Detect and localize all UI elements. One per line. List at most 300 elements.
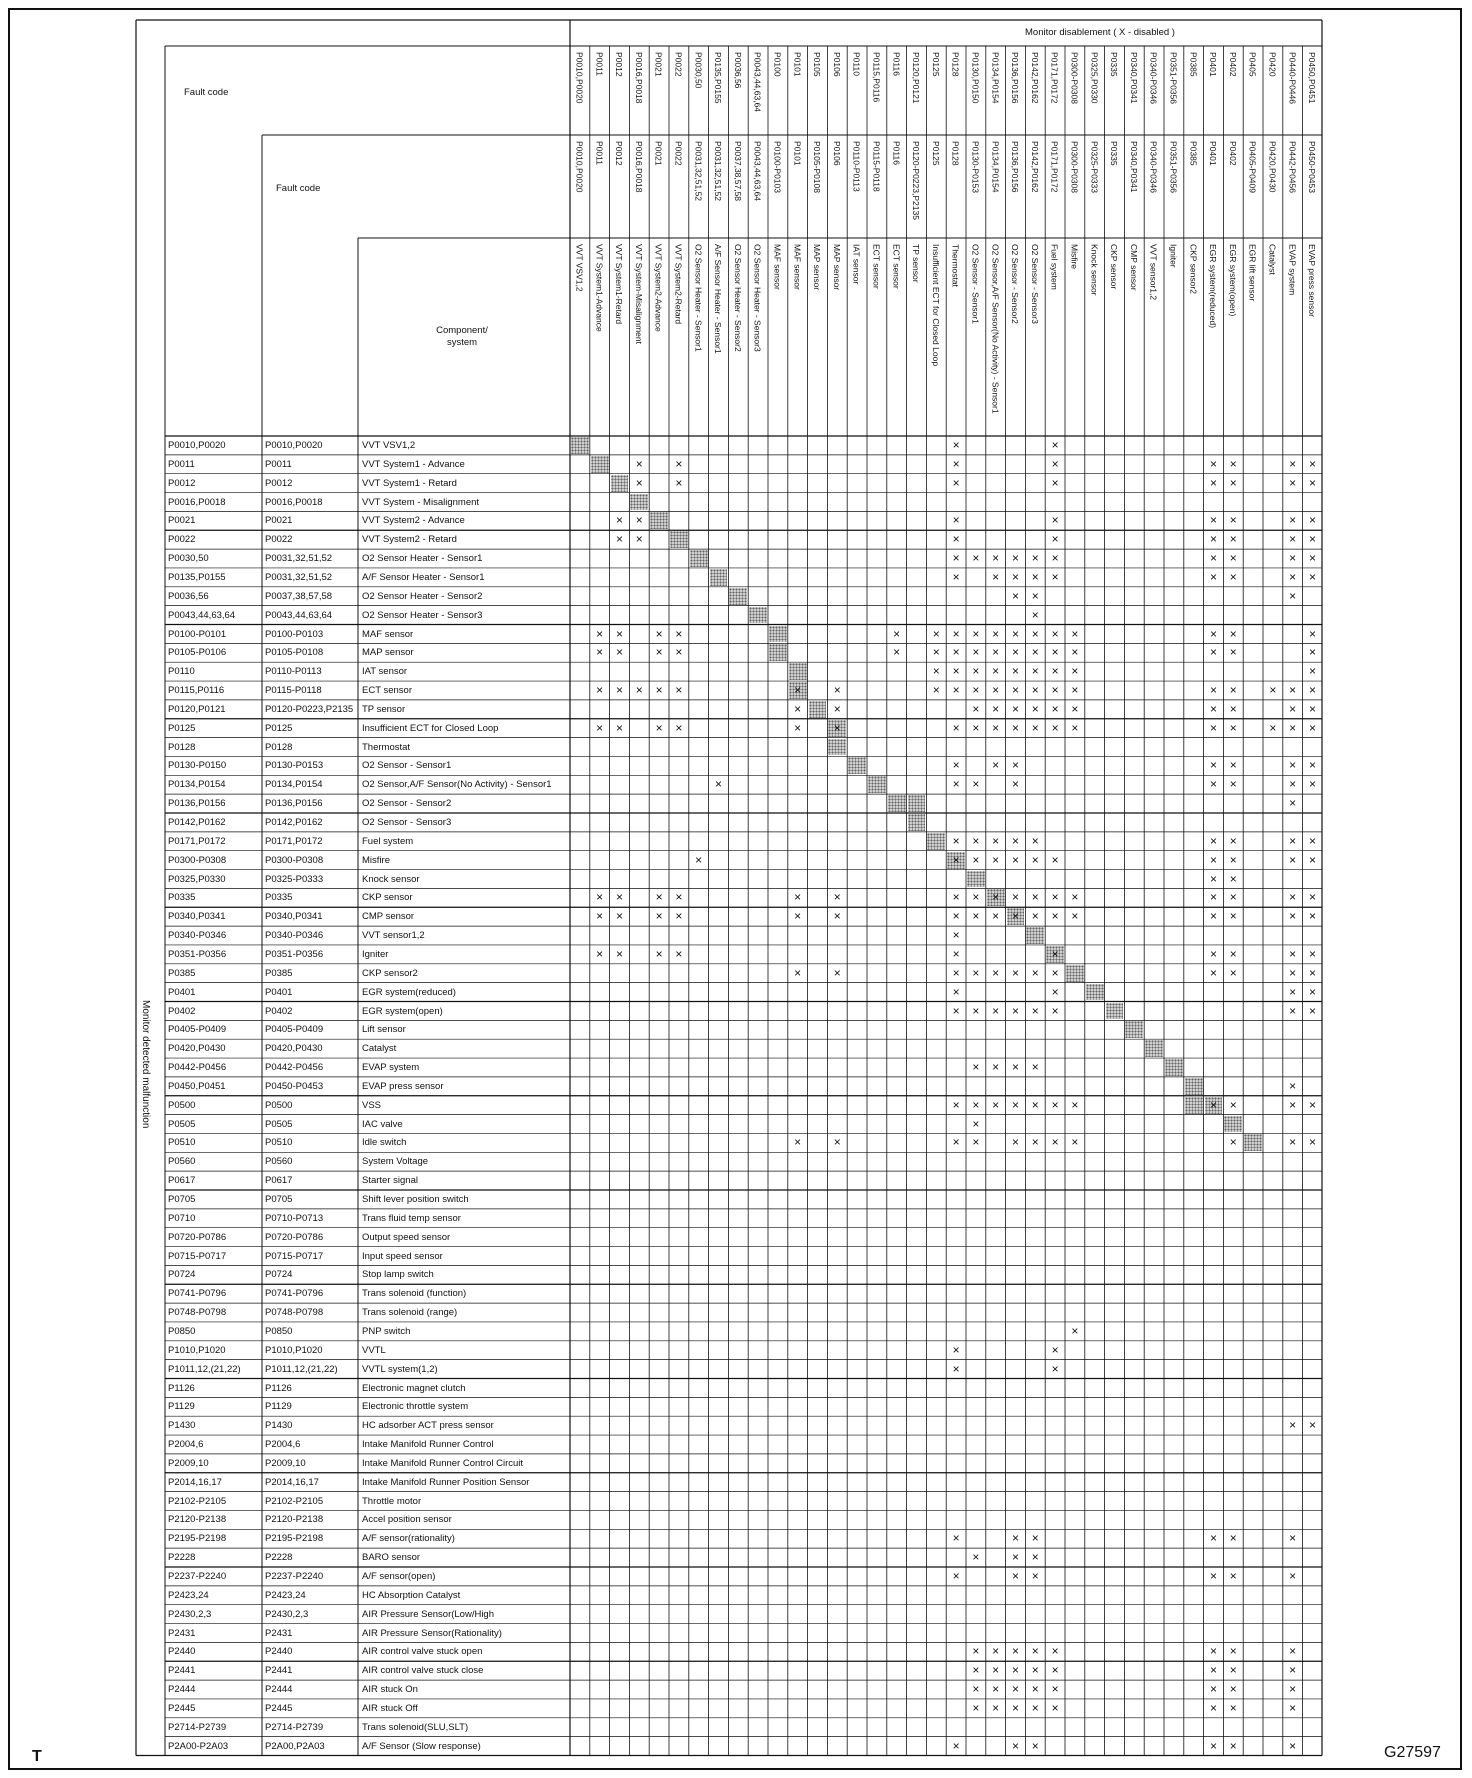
disabled-mark: ×: [1011, 1700, 1019, 1715]
row-code-2: P2014,16,17: [265, 1476, 319, 1488]
disabled-mark: ×: [992, 701, 1000, 716]
row-component: VSS: [362, 1099, 382, 1111]
column-code-2: P0125: [930, 141, 941, 166]
row-component: HC Absorption Catalyst: [362, 1589, 461, 1601]
disabled-mark: ×: [1229, 1700, 1237, 1715]
column-component: Catalyst: [1267, 244, 1278, 275]
disabled-mark: ×: [1289, 683, 1297, 698]
disabled-mark: ×: [1308, 701, 1316, 716]
disabled-mark: ×: [972, 1700, 980, 1715]
disabled-mark: ×: [1011, 701, 1019, 716]
diagonal-cell: [710, 569, 728, 586]
disabled-mark: ×: [972, 965, 980, 980]
disabled-mark: ×: [992, 1060, 1000, 1075]
disabled-mark: ×: [1229, 833, 1237, 848]
disabled-mark: ×: [1209, 683, 1217, 698]
column-component: O2 Sensor Heater - Sensor2: [732, 244, 743, 352]
disabled-mark: ×: [1209, 852, 1217, 867]
disabled-mark: ×: [1051, 701, 1059, 716]
column-component: Insufficient ECT for Closed Loop: [930, 244, 941, 367]
disabled-mark: ×: [794, 909, 802, 924]
column-code-1: P0120,P0121: [911, 52, 922, 104]
disabled-mark: ×: [1229, 758, 1237, 773]
disabled-mark: ×: [1011, 1738, 1019, 1753]
row-component: TP sensor: [362, 703, 406, 715]
disabled-mark: ×: [596, 946, 604, 961]
disabled-mark: ×: [1011, 777, 1019, 792]
disabled-mark: ×: [1051, 664, 1059, 679]
row-component: Intake Manifold Runner Position Sensor: [362, 1476, 530, 1488]
disabled-mark: ×: [615, 626, 623, 641]
disabled-mark: ×: [1011, 965, 1019, 980]
row-code-1: P2423,24: [168, 1589, 209, 1601]
disabled-mark: ×: [1011, 1550, 1019, 1565]
disabled-mark: ×: [1289, 456, 1297, 471]
row-code-2: P0105-P0108: [265, 647, 324, 659]
diagonal-cell: [888, 795, 906, 812]
column-code-2: P0110-P0113: [851, 141, 862, 192]
disabled-mark: ×: [992, 1003, 1000, 1018]
disabled-mark: ×: [1308, 551, 1316, 566]
disabled-mark: ×: [1051, 1361, 1059, 1376]
row-code-1: P1126: [168, 1382, 195, 1394]
disabled-mark: ×: [952, 890, 960, 905]
disabled-mark: ×: [1209, 645, 1217, 660]
table-title: Monitor disablement ( X - disabled ): [1025, 27, 1175, 38]
row-code-2: P0710-P0713: [265, 1212, 324, 1224]
column-code-1: P0135,P0155: [713, 52, 724, 104]
diagonal-cell: [611, 475, 629, 492]
disabled-mark: ×: [932, 645, 940, 660]
row-code-1: P1011,12,(21,22): [168, 1363, 241, 1375]
disabled-mark: ×: [972, 683, 980, 698]
column-code-1: P0142,P0162: [1029, 52, 1040, 104]
disabled-mark: ×: [1289, 720, 1297, 735]
disabled-mark: ×: [992, 909, 1000, 924]
disabled-mark: ×: [1308, 833, 1316, 848]
disabled-mark: ×: [1289, 701, 1297, 716]
disabled-mark: ×: [1289, 569, 1297, 584]
disabled-mark: ×: [596, 890, 604, 905]
disabled-mark: ×: [952, 720, 960, 735]
figure-id: G27597: [1384, 1744, 1441, 1761]
row-component: VVTL system(1,2): [362, 1363, 438, 1375]
disabled-mark: ×: [794, 720, 802, 735]
column-component: VVT System1-Advance: [594, 244, 605, 332]
disabled-mark: ×: [952, 664, 960, 679]
row-code-2: P2A00,P2A03: [265, 1740, 325, 1752]
diagonal-cell: [769, 644, 787, 661]
disabled-mark: ×: [1011, 1682, 1019, 1697]
row-code-2: P0500: [265, 1099, 293, 1111]
disabled-mark: ×: [675, 475, 683, 490]
disabled-mark: ×: [1229, 909, 1237, 924]
diagonal-cell: [571, 437, 589, 454]
row-component: Electronic throttle system: [362, 1401, 469, 1413]
diagonal-cell: [749, 607, 767, 624]
diagonal-cell: [1165, 1059, 1183, 1076]
disabled-mark: ×: [615, 645, 623, 660]
column-code-2: P0031,32,51,52: [693, 141, 704, 202]
row-component: IAT sensor: [362, 666, 408, 678]
column-component: VVT System-Misalignment: [633, 244, 644, 344]
disabled-mark: ×: [1011, 683, 1019, 698]
row-component: IAC valve: [362, 1118, 403, 1130]
row-code-2: P0385: [265, 967, 293, 979]
disabled-mark: ×: [596, 626, 604, 641]
disabled-mark: ×: [1289, 513, 1297, 528]
column-component: CKP sensor: [1109, 244, 1120, 290]
row-code-1: P0505: [168, 1118, 196, 1130]
row-code-1: P0351-P0356: [168, 948, 227, 960]
diagonal-cell: [630, 494, 648, 511]
row-code-1: P2195-P2198: [168, 1533, 227, 1545]
row-component: CKP sensor: [362, 892, 413, 904]
row-component: Electronic magnet clutch: [362, 1382, 466, 1394]
row-component: Trans solenoid(SLU,SLT): [362, 1721, 469, 1733]
row-code-2: P2195-P2198: [265, 1533, 324, 1545]
row-code-1: P0420,P0430: [168, 1043, 226, 1055]
column-code-2: P0442-P0456: [1287, 141, 1298, 193]
row-component: VVT System1 - Advance: [362, 458, 465, 470]
diagonal-cell: [1086, 984, 1104, 1001]
row-code-2: P1011,12,(21,22): [265, 1363, 338, 1375]
column-code-1: P0171,P0172: [1049, 52, 1060, 104]
row-code-2: P0022: [265, 534, 293, 546]
disabled-mark: ×: [992, 645, 1000, 660]
disabled-mark: ×: [794, 965, 802, 980]
row-code-2: P0171,P0172: [265, 835, 323, 847]
row-code-1: P0130-P0150: [168, 760, 227, 772]
disabled-mark: ×: [952, 645, 960, 660]
disabled-mark: ×: [1051, 909, 1059, 924]
row-component: Trans solenoid (range): [362, 1307, 458, 1319]
row-code-2: P2430,2,3: [265, 1608, 309, 1620]
column-component: MAP sensor: [831, 244, 842, 291]
disabled-mark: ×: [1209, 720, 1217, 735]
disabled-mark: ×: [1051, 1644, 1059, 1659]
disabled-mark: ×: [1031, 645, 1039, 660]
disabled-mark: ×: [1051, 513, 1059, 528]
disabled-mark: ×: [972, 626, 980, 641]
disabled-mark: ×: [1051, 852, 1059, 867]
row-component: VVTL: [362, 1344, 386, 1356]
row-code-2: P0037,38,57,58: [265, 590, 333, 602]
row-code-1: P0125: [168, 722, 196, 734]
disabled-mark: ×: [1229, 1663, 1237, 1678]
disabled-mark: ×: [1011, 1569, 1019, 1583]
column-code-1: P0402: [1227, 52, 1238, 77]
disabled-mark: ×: [992, 1644, 1000, 1659]
row-code-2: P0128: [265, 741, 293, 753]
disabled-mark: ×: [655, 890, 663, 905]
row-code-1: P0016,P0018: [168, 496, 226, 508]
row-code-1: P0710: [168, 1212, 196, 1224]
row-code-2: P2441: [265, 1665, 293, 1677]
row-code-2: P0134,P0154: [265, 779, 323, 791]
diagonal-cell: [789, 663, 807, 680]
disabled-mark: ×: [1031, 551, 1039, 566]
row-code-1: P0171,P0172: [168, 835, 226, 847]
row-code-2: P2714-P2739: [265, 1721, 324, 1733]
row-component: AIR stuck Off: [362, 1702, 418, 1714]
row-component: AIR control valve stuck close: [362, 1665, 484, 1677]
disabled-mark: ×: [635, 475, 643, 490]
column-component: EGR lift sensor: [1247, 244, 1258, 302]
column-code-2: P0011: [594, 141, 605, 165]
disabled-mark: ×: [1229, 683, 1237, 698]
column-code-1: P0440-P0446: [1287, 52, 1298, 104]
column-component: Knock sensor: [1089, 244, 1100, 296]
diagonal-cell: [1066, 965, 1084, 982]
disabled-mark: ×: [1031, 683, 1039, 698]
disabled-mark: ×: [1011, 1003, 1019, 1018]
column-code-2: P0420,P0430: [1267, 141, 1278, 193]
column-component: Igniter: [1168, 244, 1179, 268]
disabled-mark: ×: [952, 909, 960, 924]
disabled-mark: ×: [1011, 551, 1019, 566]
column-component: O2 Sensor - Sensor3: [1029, 244, 1040, 324]
disabled-mark: ×: [932, 664, 940, 679]
disabled-mark: ×: [972, 1003, 980, 1018]
disabled-mark: ×: [1308, 1418, 1316, 1433]
disabled-mark: ×: [1229, 852, 1237, 867]
disabled-mark: ×: [1031, 1060, 1039, 1075]
row-code-1: P0010,P0020: [168, 440, 226, 451]
row-code-1: P0401: [168, 986, 196, 998]
column-code-1: P0022: [673, 52, 684, 77]
row-component: Insufficient ECT for Closed Loop: [362, 722, 499, 734]
column-component: VVT System2-Retard: [673, 244, 684, 325]
column-component: O2 Sensor - Sensor1: [970, 244, 981, 324]
column-code-1: P0043,44,63,64: [752, 52, 763, 113]
disabled-mark: ×: [1209, 569, 1217, 584]
row-code-2: P1126: [265, 1382, 292, 1394]
disabled-mark: ×: [992, 1663, 1000, 1678]
column-code-1: P0030,50: [693, 52, 704, 89]
row-component: Trans fluid temp sensor: [362, 1212, 461, 1224]
row-code-1: P2430,2,3: [168, 1608, 212, 1620]
column-code-2: P0130-P0153: [970, 141, 981, 193]
disabled-mark: ×: [1031, 965, 1039, 980]
disabled-mark: ×: [1229, 1097, 1237, 1112]
row-code-2: P0300-P0308: [265, 854, 324, 866]
disabled-mark: ×: [972, 1550, 980, 1565]
disabled-mark: ×: [1209, 871, 1217, 886]
row-component: MAP sensor: [362, 647, 414, 659]
diagonal-cell: [1106, 1003, 1124, 1020]
disabled-mark: ×: [952, 1569, 960, 1583]
disabled-mark: ×: [1308, 475, 1316, 490]
disabled-mark: ×: [952, 456, 960, 471]
disabled-mark: ×: [1289, 1569, 1297, 1583]
column-code-2: P0115-P0118: [871, 141, 882, 192]
column-code-2: P0022: [673, 141, 684, 166]
disabled-mark: ×: [1011, 1135, 1019, 1150]
row-code-1: P0617: [168, 1175, 196, 1187]
column-component: Misfire: [1069, 244, 1080, 270]
disabled-mark: ×: [1289, 1682, 1297, 1697]
disabled-mark: ×: [1209, 777, 1217, 792]
row-component: A/F Sensor (Slow response): [362, 1740, 481, 1752]
diagonal-cell: [908, 814, 926, 831]
disabled-mark: ×: [972, 1135, 980, 1150]
row-code-1: P0136,P0156: [168, 798, 226, 810]
column-code-1: P0300-P0308: [1069, 52, 1080, 104]
column-code-1: P0450,P0451: [1307, 52, 1318, 104]
row-code-1: P0036,56: [168, 590, 209, 602]
disabled-mark: ×: [1308, 1097, 1316, 1112]
disabled-mark: ×: [655, 909, 663, 924]
row-component: EGR system(open): [362, 1005, 443, 1017]
disabled-mark: ×: [1229, 890, 1237, 905]
row-code-1: P0105-P0106: [168, 647, 227, 659]
disabled-mark: ×: [952, 1361, 960, 1376]
row-code-1: P0500: [168, 1099, 196, 1111]
row-component: Knock sensor: [362, 873, 420, 885]
disabled-mark: ×: [1308, 569, 1316, 584]
row-code-1: P2120-P2138: [168, 1514, 227, 1526]
disabled-mark: ×: [1031, 1569, 1039, 1583]
column-code-1: P0401: [1208, 52, 1219, 77]
column-component: VVT sensor1,2: [1148, 244, 1159, 301]
disabled-mark: ×: [596, 683, 604, 698]
row-code-2: P0110-P0113: [265, 666, 322, 678]
row-component: O2 Sensor Heater - Sensor2: [362, 590, 483, 602]
disabled-mark: ×: [635, 456, 643, 471]
disabled-mark: ×: [893, 626, 901, 641]
row-component: Starter signal: [362, 1175, 418, 1187]
row-code-2: P0340-P0346: [265, 930, 324, 942]
row-code-2: P2102-P2105: [265, 1495, 324, 1507]
disabled-mark: ×: [972, 1663, 980, 1678]
disabled-mark: ×: [1011, 645, 1019, 660]
disabled-mark: ×: [1308, 664, 1316, 679]
row-code-1: P0022: [168, 534, 196, 546]
disabled-mark: ×: [1011, 1097, 1019, 1112]
column-code-1: P0115,P0116: [871, 52, 882, 103]
disabled-mark: ×: [1289, 758, 1297, 773]
disabled-mark: ×: [675, 683, 683, 698]
disabled-mark: ×: [992, 1682, 1000, 1697]
disabled-mark: ×: [1209, 1738, 1217, 1753]
column-code-1: P0110: [851, 52, 862, 76]
diagonal-cell: [769, 626, 787, 643]
column-code-2: P0340-P0346: [1148, 141, 1159, 193]
disabled-mark: ×: [1011, 720, 1019, 735]
disabled-mark: ×: [1209, 833, 1217, 848]
disabled-mark: ×: [1031, 607, 1039, 622]
disabled-mark: ×: [1051, 946, 1059, 961]
disabled-mark: ×: [1209, 701, 1217, 716]
row-component: VVT System2 - Advance: [362, 515, 465, 527]
disabled-mark: ×: [695, 852, 703, 867]
row-code-2: P0012: [265, 477, 293, 489]
row-component: A/F Sensor Heater - Sensor1: [362, 571, 485, 583]
column-code-1: P0116: [891, 52, 902, 76]
column-code-2: P0300-P0308: [1069, 141, 1080, 193]
disabled-mark: ×: [675, 645, 683, 660]
disabled-mark: ×: [1289, 1135, 1297, 1150]
column-component: VVT VSV1,2: [574, 244, 585, 292]
disabled-mark: ×: [1308, 984, 1316, 999]
disabled-mark: ×: [952, 777, 960, 792]
column-component: EVAP system: [1287, 244, 1298, 296]
disabled-mark: ×: [1209, 532, 1217, 547]
disabled-mark: ×: [1071, 720, 1079, 735]
disabled-mark: ×: [1011, 664, 1019, 679]
row-component: CKP sensor2: [362, 967, 418, 979]
disabled-mark: ×: [1071, 645, 1079, 660]
row-component: VVT System2 - Retard: [362, 534, 457, 546]
disabled-mark: ×: [893, 645, 901, 660]
diagonal-cell: [828, 739, 846, 756]
row-code-2: P2120-P2138: [265, 1514, 324, 1526]
disabled-mark: ×: [1308, 909, 1316, 924]
diagonal-cell: [868, 776, 886, 793]
disabled-mark: ×: [1269, 720, 1277, 735]
disabled-mark: ×: [833, 1135, 841, 1150]
disabled-mark: ×: [1209, 456, 1217, 471]
row-code-1: P0011: [168, 458, 195, 470]
disabled-mark: ×: [1071, 664, 1079, 679]
row-component: VVT System1 - Retard: [362, 477, 457, 489]
disabled-mark: ×: [932, 683, 940, 698]
row-code-2: P2004,6: [265, 1439, 301, 1451]
disabled-mark: ×: [1031, 1135, 1039, 1150]
row-code-1: P0135,P0155: [168, 571, 226, 583]
row-code-1: P0510: [168, 1137, 196, 1149]
disabled-mark: ×: [1011, 588, 1019, 603]
disabled-mark: ×: [1051, 1663, 1059, 1678]
disabled-mark: ×: [1031, 588, 1039, 603]
disabled-mark: ×: [952, 1135, 960, 1150]
disabled-mark: ×: [972, 890, 980, 905]
row-code-2: P0120-P0223,P2135: [265, 703, 354, 715]
row-code-1: P0724: [168, 1269, 196, 1281]
row-code-1: P2228: [168, 1552, 196, 1564]
row-code-1: P1010,P1020: [168, 1344, 226, 1356]
diagonal-cell: [1224, 1116, 1242, 1133]
disabled-mark: ×: [1071, 1135, 1079, 1150]
column-component: ECT sensor: [891, 244, 902, 289]
row-component: MAF sensor: [362, 628, 414, 640]
row-component: Lift sensor: [362, 1024, 406, 1036]
diagonal-cell: [1026, 927, 1044, 944]
disabled-mark: ×: [1051, 984, 1059, 999]
row-code-1: P1430: [168, 1420, 196, 1432]
disabled-mark: ×: [1289, 946, 1297, 961]
disabled-mark: ×: [1011, 833, 1019, 848]
row-code-2: P0340,P0341: [265, 911, 323, 923]
column-code-1: P0340,P0341: [1128, 52, 1139, 104]
disabled-mark: ×: [1209, 965, 1217, 980]
row-code-1: P0134,P0154: [168, 779, 226, 791]
disabled-mark: ×: [635, 683, 643, 698]
disabled-mark: ×: [1308, 456, 1316, 471]
column-component: O2 Sensor,A/F Sensor(No Activity) - Sensor1: [990, 244, 1001, 414]
diagonal-cell: [848, 757, 866, 774]
column-component: IAT sensor: [851, 244, 862, 285]
disabled-mark: ×: [952, 965, 960, 980]
row-component: O2 Sensor Heater - Sensor1: [362, 553, 483, 565]
row-code-1: P0720-P0786: [168, 1231, 227, 1243]
diagonal-cell: [591, 456, 609, 473]
disabled-mark: ×: [972, 1644, 980, 1659]
column-code-2: P0401: [1208, 141, 1219, 166]
row-code-1: P2237-P2240: [168, 1571, 227, 1582]
disabled-mark: ×: [1031, 1663, 1039, 1678]
